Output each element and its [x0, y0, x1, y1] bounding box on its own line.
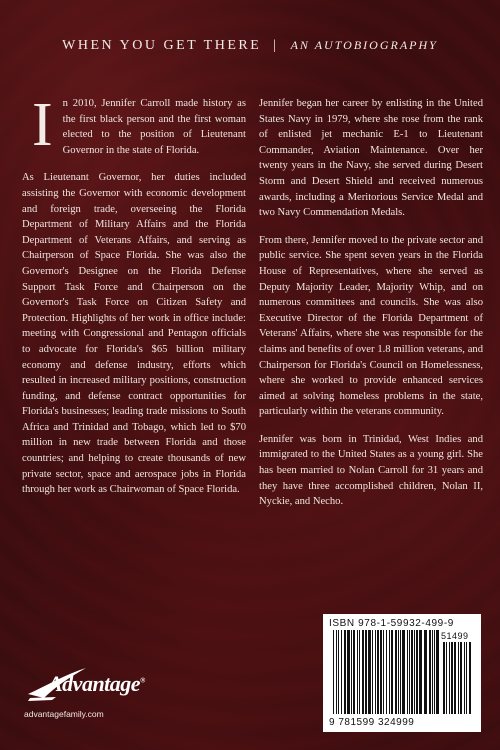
publisher-name: Advantage [48, 671, 141, 696]
intro-text: n 2010, Jennifer Carroll made history as the first black person and the first woman elected to the position of Lieutenant Governor in the state of Florida. [62, 98, 246, 156]
public-service-paragraph: From there, Jennifer moved to the private sector and public service. She spent seven years in the Florida House of Representatives, where she served as Deputy Majority Leader, Majority Whip, and on numerous committees and councils. She was also Executive Director of the Florida Department of Veterans' Affairs, where she was responsible for the claims and benefits of over 1.8 million veterans, and Chairperson for Florida's Council on Homelessness, where she worked to provide enhanced services aimed at solving homeless problems in the state, particularly within the veterans community. [259, 234, 483, 418]
lieutenant-governor-paragraph: As Lieutenant Governor, her duties included assisting the Governor with economic development and foreign trade, overseeing the Florida Department of Military Affairs and the Florida Department of Veterans Affairs, and serving as Chairperson of Space Florida. She was also the Governor's Designee on the Florida Defense Support Task Force and Chairperson on the Governor's Task Force on Citizen Safety and Protection. Highlights of her work in office include: meeting with Congressional and Pentagon officials to advocate for Florida's $65 billion military economy and defense industry, efforts which resulted in increased military positions, construction funding, and defense contract opportunities for Florida's businesses; leading trade missions to South Africa and Trinidad and Tobago, which led to $70 million in new trade between Florida and those countries; and helping to create thousands of new private sector, space and aerospace jobs in Florida through her work as Chairwoman of Space Florida. [22, 172, 246, 496]
isbn-label: ISBN 978-1-59932-499-9 [329, 618, 454, 629]
publisher-url: advantagefamily.com [24, 709, 104, 719]
navy-career-paragraph: Jennifer began her career by enlisting in the United States Navy in 1979, where she rose from the rank of enlisted jet mechanic E-1 to Lieutenant Commander, Aviation Maintenance. Over her twenty years in the Navy, she served during Desert Storm and Desert Shield and received numerous awards, including a Meritorious Service Medal and two Navy Commendation Medals. [259, 98, 483, 219]
barcode-bars [329, 630, 475, 716]
book-series-header [0, 38, 500, 54]
right-column [259, 96, 483, 522]
header-separator: | [273, 38, 279, 53]
book-title: WHEN YOU GET THERE [62, 38, 262, 53]
personal-life-paragraph: Jennifer was born in Trinidad, West Indies and immigrated to the United States as a young girl. She has been married to Nolan Carroll for 31 years and they have three accomplished children, Nolan II, Nyckie, and Necho. [259, 433, 483, 508]
book-subtitle: AN AUTOBIOGRAPHY [290, 38, 438, 52]
intro-paragraph [22, 91, 246, 159]
barcode-addon-number: 51499 [441, 631, 469, 641]
publisher-logo-text [48, 671, 145, 697]
left-column [22, 91, 246, 510]
isbn-barcode-box [323, 614, 481, 732]
drop-cap: I [32, 91, 53, 159]
barcode-ean-number: 9 781599 324999 [329, 717, 415, 728]
registered-mark: ® [140, 676, 145, 685]
